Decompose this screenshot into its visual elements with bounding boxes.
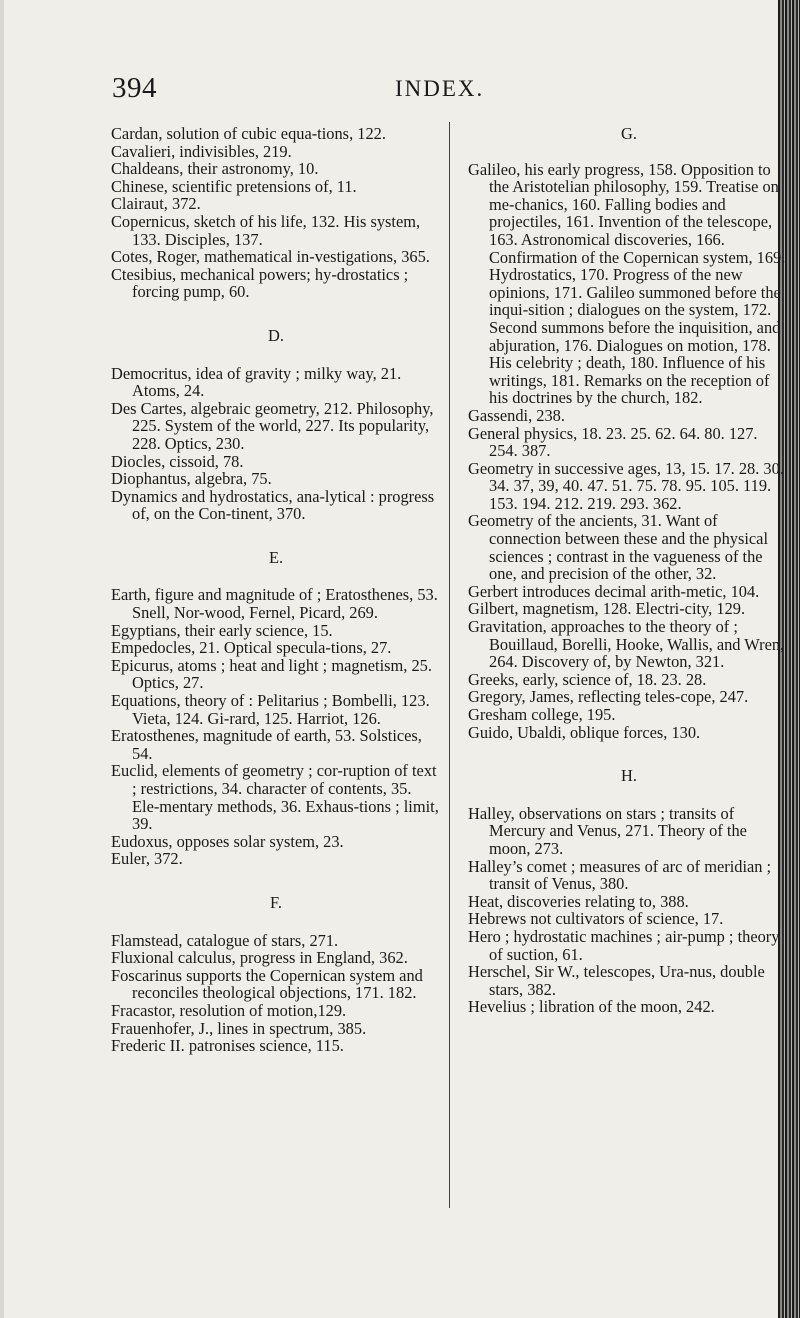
index-entry: Cotes, Roger, mathematical in-vestigations, 365.: [111, 247, 430, 267]
index-entry: Halley, observations on stars ; transits of Mercury and Venus, 271. Theory of the moon, 273.: [468, 803, 747, 858]
index-entry: Geometry in successive ages, 13, 15. 17. 28. 30. 34. 37, 39, 40. 47. 51. 75. 78. 95. 105. 119. 153. 194. 212. 219. 293. 362.: [468, 458, 784, 513]
index-entry: Eratosthenes, magnitude of earth, 53. Solstices, 54.: [111, 726, 422, 763]
index-entry: Gravitation, approaches to the theory of ; Bouillaud, Borelli, Hooke, Wallis, and Wren, 264. Discovery of, by Newton, 321.: [468, 617, 785, 672]
index-entry: General physics, 18. 23. 25. 62. 64. 80. 127. 254. 387.: [468, 423, 758, 461]
index-entry: Flamstead, catalogue of stars, 271.: [111, 930, 339, 950]
index-entry: Herschel, Sir W., telescopes, Ura-nus, double stars, 382.: [468, 962, 765, 999]
index-entry: Hebrews not cultivators of science, 17.: [468, 909, 724, 929]
page-left-edge: [0, 0, 4, 1318]
index-entry: Fracastor, resolution of motion,129.: [111, 1000, 347, 1020]
page-header: [0, 72, 780, 112]
index-entry: Gresham college, 195.: [468, 705, 616, 724]
index-entry: Foscarinus supports the Copernican system and reconciles theological objections, 171. 182.: [111, 965, 423, 1003]
index-entry: Earth, figure and magnitude of ; Eratosthenes, 53. Snell, Nor-wood, Fernel, Picard, 269.: [111, 585, 438, 623]
index-column-left: [111, 125, 441, 1055]
running-head: INDEX.: [395, 76, 485, 101]
section-letter: D.: [268, 325, 284, 345]
index-entry: Chaldeans, their astronomy, 10.: [111, 159, 319, 179]
index-entry: Frauenhofer, J., lines in spectrum, 385.: [111, 1018, 367, 1038]
index-entry: Democritus, idea of gravity ; milky way, 21. Atoms, 24.: [111, 363, 402, 401]
index-entry: Cardan, solution of cubic equa-tions, 122.: [111, 124, 386, 143]
index-entry: Gilbert, magnetism, 128. Electri-city, 129.: [468, 599, 746, 619]
section-letter: F.: [270, 892, 282, 912]
index-entry: Halley’s comet ; measures of arc of meridian ; transit of Venus, 380.: [468, 856, 772, 894]
index-entry: Eudoxus, opposes solar system, 23.: [111, 831, 344, 851]
index-entry: Dynamics and hydrostatics, ana-lytical : progress of, on the Con-tinent, 370.: [111, 486, 435, 524]
index-entry: Gassendi, 238.: [468, 405, 565, 425]
index-entry: Guido, Ubaldi, oblique forces, 130.: [468, 722, 701, 742]
index-entry: Euler, 372.: [111, 849, 183, 869]
index-entry: Greeks, early, science of, 18. 23. 28.: [468, 669, 707, 689]
index-entry: Empedocles, 21. Optical specula-tions, 27.: [111, 638, 392, 658]
index-entry: Euclid, elements of geometry ; cor-ruption of text ; restrictions, 34. character of contents, 35. Ele-mentary methods, 36. Exhaus-tions ; limit, 39.: [111, 761, 439, 834]
index-entry: Equations, theory of : Pelitarius ; Bombelli, 123. Vieta, 124. Gi-rard, 125. Harriot, 126.: [111, 691, 430, 728]
index-entry: Gregory, James, reflecting teles-cope, 247.: [468, 687, 749, 707]
index-entry: Hevelius ; libration of the moon, 242.: [468, 997, 715, 1017]
index-entry: Clairaut, 372.: [111, 194, 201, 214]
index-entry: Gerbert introduces decimal arith-metic, 104.: [468, 581, 760, 601]
section-letter: G.: [621, 124, 637, 143]
index-entry: Galileo, his early progress, 158. Opposition to the Aristotelian philosophy, 159. Treatise on me-chanics, 160. Falling bodies and projectiles, 161. Invention of the telescope, 163. Astronomical discoveries, 166. Confirmation of the Copernican system, 169. Hydrostatics, 170. Progress of the new opinions, 171. Galileo summoned before the inqui-sition ; dialogues on the system, 172. Second summons before the inquisition, and abjuration, 176. Dialogues on motion, 178. His celebrity ; death, 180. Influence of his writings, 181. Remarks on the reception of his doctrines by the church, 182.: [468, 159, 786, 408]
index-entry: Geometry of the ancients, 31. Want of connection between these and the physical sciences ; contrast in the vagueness of the one, and precision of the other, 32.: [468, 511, 768, 584]
index-entry: Frederic II. patronises science, 115.: [111, 1036, 344, 1056]
index-entry: Ctesibius, mechanical powers; hy-drostatics ; forcing pump, 60.: [111, 264, 409, 302]
section-letter: H.: [621, 766, 637, 786]
index-column-right: [468, 125, 790, 1016]
index-entry: Hero ; hydrostatic machines ; air-pump ; theory of suction, 61.: [468, 926, 780, 964]
index-entry: Des Cartes, algebraic geometry, 212. Philosophy, 225. System of the world, 227. Its popularity, 228. Optics, 230.: [111, 398, 434, 453]
index-entry: Egyptians, their early science, 15.: [111, 620, 333, 640]
index-entry: Chinese, scientific pretensions of, 11.: [111, 176, 357, 196]
index-entry: Fluxional calculus, progress in England, 362.: [111, 948, 408, 968]
column-divider: [449, 122, 450, 1208]
index-entry: Cavalieri, indivisibles, 219.: [111, 141, 292, 161]
index-entry: Diophantus, algebra, 75.: [111, 469, 272, 489]
index-entry: Copernicus, sketch of his life, 132. His system, 133. Disciples, 137.: [111, 211, 421, 249]
page-number: 394: [112, 72, 157, 104]
index-entry: Heat, discoveries relating to, 388.: [468, 891, 689, 911]
index-entry: Diocles, cissoid, 78.: [111, 451, 244, 471]
section-letter: E.: [268, 547, 284, 567]
index-entry: Epicurus, atoms ; heat and light ; magnetism, 25. Optics, 27.: [111, 655, 432, 693]
